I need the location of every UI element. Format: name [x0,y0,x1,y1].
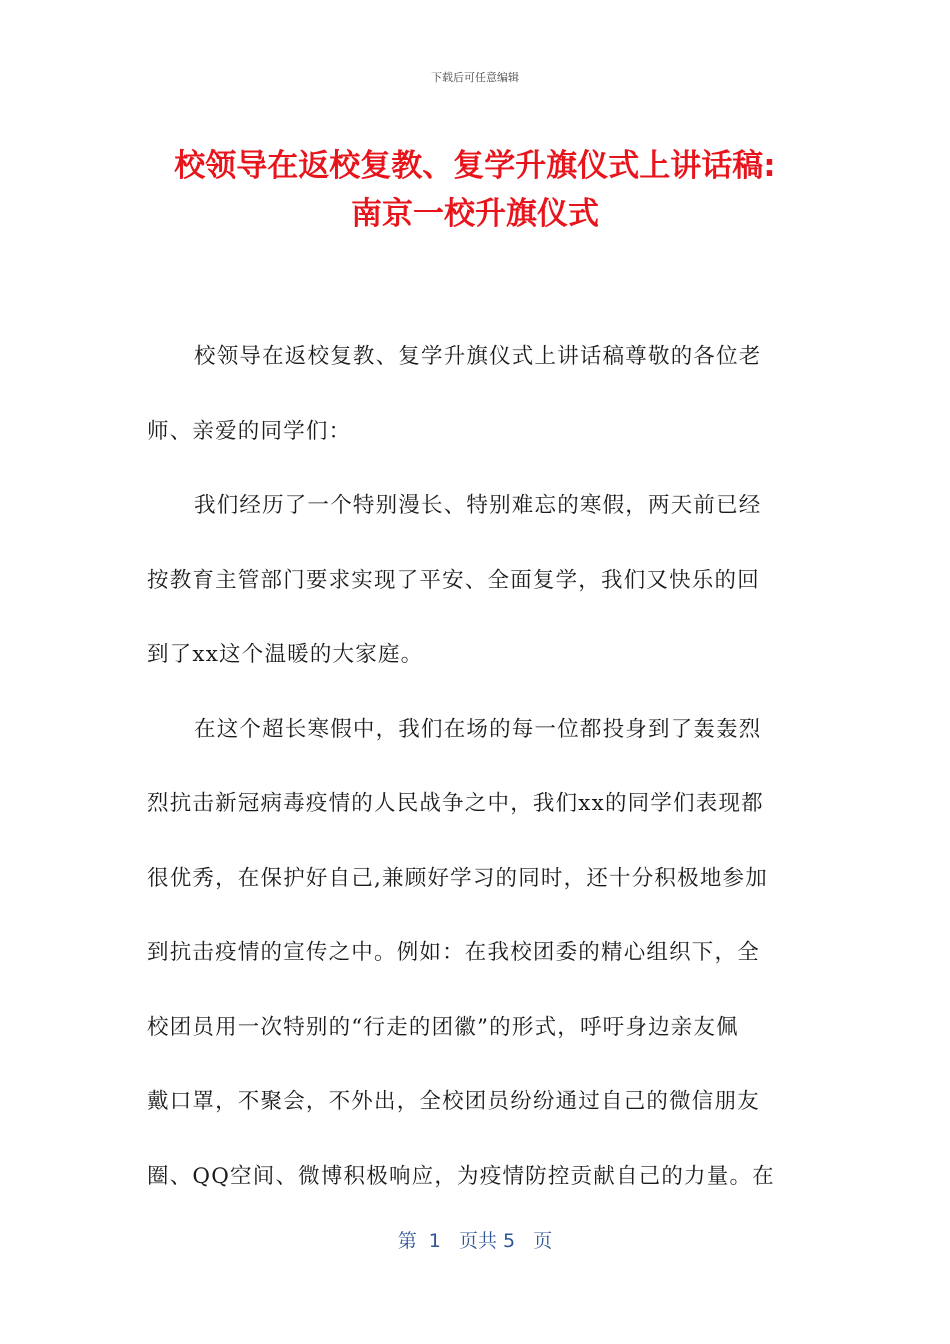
body-line: 校领导在返校复教、复学升旗仪式上讲话稿尊敬的各位老 [194,344,762,369]
body-line: 我们经历了一个特别漫长、特别难忘的寒假，两天前已经 [194,493,762,518]
document-body [147,320,807,1214]
body-line: 在这个超长寒假中，我们在场的每一位都投身到了轰轰烈 [194,716,762,742]
body-line: 到抗击疫情的宣传之中。例如：在我校团委的精心组织下，全 [147,940,760,965]
body-line: 按教育主管部门要求实现了平安、全面复学，我们又快乐的回 [147,567,760,593]
body-line: 到了xx这个温暖的大家庭。 [147,642,424,667]
body-line: 校团员用一次特别的“行走的团徽”的形式，呼吁身边亲友佩 [147,1014,739,1040]
title-line-2: 南京一校升旗仪式 [351,196,599,232]
body-line: 烈抗击新冠病毒疫情的人民战争之中，我们xx的同学们表现都 [147,791,764,816]
page-number-footer: 第 1 页共 5 页 [397,1230,553,1252]
body-line: 很优秀，在保护好自己,兼顾好学习的同时，还十分积极地参加 [147,865,768,891]
document-title [90,142,860,238]
body-line: 师、亲爱的同学们： [147,418,352,444]
body-line: 圈、QQ空间、微博积极响应，为疫情防控贡献自己的力量。在 [147,1163,775,1189]
header-note: 下载后可任意编辑 [431,71,519,84]
title-line-1: 校领导在返校复教、复学升旗仪式上讲话稿: [174,148,776,184]
body-line: 戴口罩，不聚会，不外出，全校团员纷纷通过自己的微信朋友 [147,1089,760,1114]
